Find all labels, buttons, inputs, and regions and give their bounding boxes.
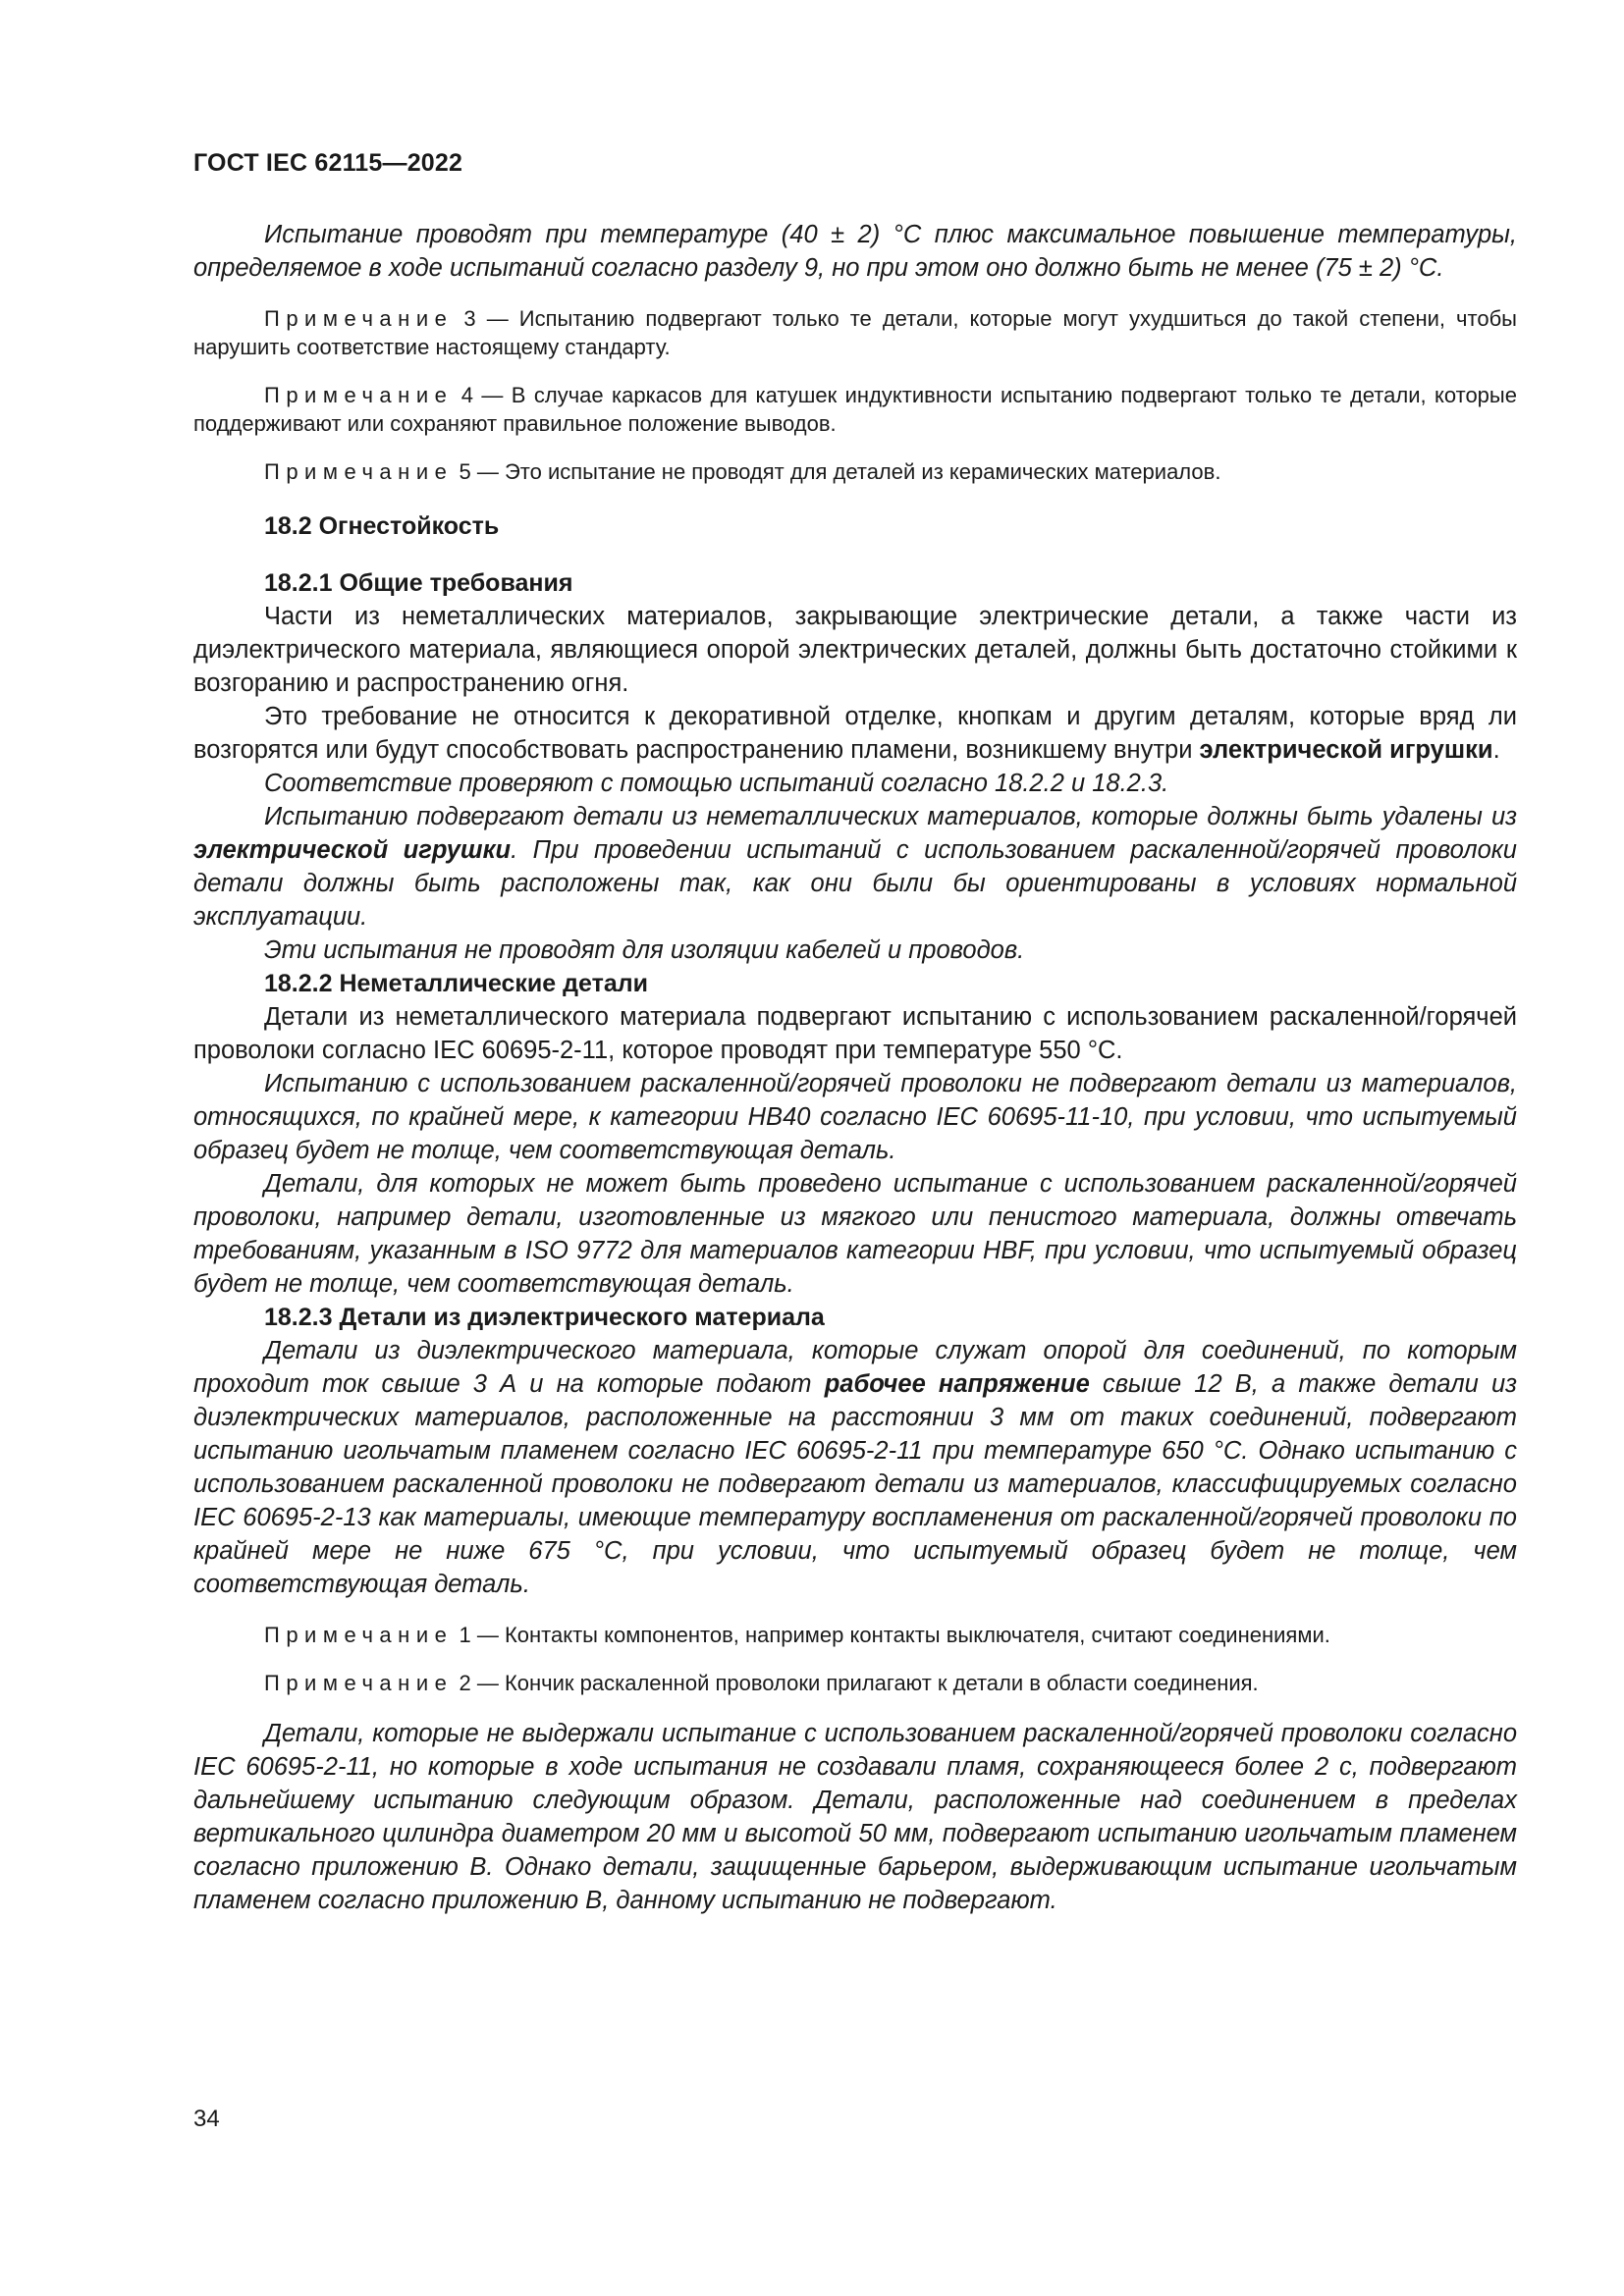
note-label: Примечание bbox=[264, 383, 454, 407]
document-header: ГОСТ IEC 62115—2022 bbox=[193, 149, 463, 177]
section-heading-18-2: 18.2 Огнестойкость bbox=[264, 512, 500, 540]
section-heading-18-2-2: 18.2.2 Неметаллические детали bbox=[264, 970, 648, 997]
note-number: 3 bbox=[463, 306, 476, 331]
paragraph: Детали из неметаллического материала подвергают испытанию с использованием раскаленной/горячей проволоки согласно IEC 60695-2-11, которое проводят при температуре 550 °С. bbox=[193, 1003, 1517, 1064]
paragraph bbox=[193, 700, 1517, 767]
paragraph: Детали, которые не выдержали испытание с использованием раскаленной/горячей проволоки согласно IEC 60695-2-11, но которые в ходе испытания не создавали пламя, сохраняющееся более 2 с, подвергают дальнейшему испытанию следующим образом. Детали, расположенные над соединением в пределах вертикального цилиндра диаметром 20 мм и высотой 50 мм, подвергают испытанию игольчатым пламенем согласно приложению В. Однако детали, защищенные барьером, выдерживающим испытание игольчатым пламенем согласно приложению В, данному испытанию не подвергают. bbox=[193, 1720, 1517, 1914]
note-1 bbox=[193, 1621, 1517, 1649]
note-3 bbox=[193, 304, 1517, 361]
text-run: Испытанию подвергают детали из неметаллических материалов, которые должны быть удалены из bbox=[264, 803, 1517, 830]
note-text: — Кончик раскаленной проволоки прилагают к детали в области соединения. bbox=[476, 1671, 1259, 1695]
page-number: 34 bbox=[193, 2106, 220, 2132]
defined-term: электрической игрушки bbox=[1199, 736, 1493, 764]
paragraph bbox=[193, 800, 1517, 934]
paragraph: Испытанию с использованием раскаленной/горячей проволоки не подвергают детали из материалов, относящихся, по крайней мере, к категории НВ40 согласно IEC 60695-11-10, при условии, что испытуемый образец будет не толще, чем соответствующая деталь. bbox=[193, 1070, 1517, 1164]
note-label: Примечание bbox=[264, 1623, 454, 1647]
paragraph: Детали, для которых не может быть проведено испытание с использованием раскаленной/горячей проволоки, например детали, изготовленные из мягкого или пенистого материала, должны отвечать требованиям, указанным в ISO 9772 для материалов категории HBF, при условии, что испытуемый образец будет не толще, чем соответствующая деталь. bbox=[193, 1170, 1517, 1298]
text-run: Детали из диэлектрического материала, которые служат опорой для соединений, по которым проходит ток свыше 3 А и на которые подают bbox=[193, 1337, 1517, 1398]
paragraph bbox=[193, 1334, 1517, 1601]
note-number: 2 bbox=[459, 1671, 471, 1695]
text-run: . При проведении испытаний с использованием раскаленной/горячей проволоки детали должны быть расположены так, как они были бы ориентированы в условиях нормальной эксплуатации. bbox=[193, 836, 1517, 931]
section-heading-18-2-3: 18.2.3 Детали из диэлектрического материала bbox=[264, 1304, 825, 1331]
note-label: Примечание bbox=[264, 1671, 454, 1695]
text-run: Это требование не относится к декоративной отделке, кнопкам и другим деталям, которые вряд ли возгорятся или будут способствовать распространению пламени, возникшему внутри bbox=[193, 703, 1517, 764]
note-text: — В случае каркасов для катушек индуктивности испытанию подвергают только те детали, которые поддерживают или сохраняют правильное положение выводов. bbox=[193, 383, 1517, 436]
note-number: 4 bbox=[460, 383, 473, 407]
note-text: — Контакты компонентов, например контакты выключателя, считают соединениями. bbox=[476, 1623, 1330, 1647]
defined-term: электрической игрушки bbox=[193, 836, 512, 864]
note-5 bbox=[193, 457, 1517, 486]
note-text: — Испытанию подвергают только те детали, которые могут ухудшиться до такой степени, чтобы нарушить соответствие настоящему стандарту. bbox=[193, 306, 1517, 359]
note-2 bbox=[193, 1669, 1517, 1697]
note-number: 5 bbox=[459, 459, 471, 484]
note-label: Примечание bbox=[264, 459, 454, 484]
section-heading-18-2-1: 18.2.1 Общие требования bbox=[264, 569, 573, 597]
paragraph: Соответствие проверяют с помощью испытаний согласно 18.2.2 и 18.2.3. bbox=[264, 770, 1169, 797]
note-text: — Это испытание не проводят для деталей из керамических материалов. bbox=[476, 459, 1221, 484]
note-number: 1 bbox=[459, 1623, 471, 1647]
paragraph: Части из неметаллических материалов, закрывающие электрические детали, а также части из диэлектрического материала, являющиеся опорой электрических деталей, должны быть достаточно стойкими к возгоранию и распространению огня. bbox=[193, 603, 1517, 697]
text-run: . bbox=[1492, 736, 1500, 764]
defined-term: рабочее напряжение bbox=[824, 1370, 1090, 1398]
text-run: свыше 12 В, а также детали из диэлектрических материалов, расположенные на расстоянии 3 мм от таких соединений, подвергают испытанию игольчатым пламенем согласно IEC 60695-2-11 при температуре 650 °С. Однако испытанию с использованием раскаленной проволоки не подвергают детали из материалов, классифицируемых согласно IEC 60695-2-13 как материалы, имеющие температуру воспламенения от раскаленной/горячей проволоки по крайней мере не ниже 675 °С, при условии, что испытуемый образец будет не толще, чем соответствующая деталь. bbox=[193, 1370, 1518, 1598]
paragraph: Испытание проводят при температуре (40 ± 2) °С плюс максимальное повышение температуры, определяемое в ходе испытаний согласно разделу 9, но при этом оно должно быть не менее (75 ± 2) °С. bbox=[193, 221, 1517, 282]
document-body bbox=[193, 218, 1517, 1917]
note-label: Примечание bbox=[264, 306, 454, 331]
paragraph: Эти испытания не проводят для изоляции кабелей и проводов. bbox=[264, 936, 1025, 964]
note-4 bbox=[193, 381, 1517, 438]
